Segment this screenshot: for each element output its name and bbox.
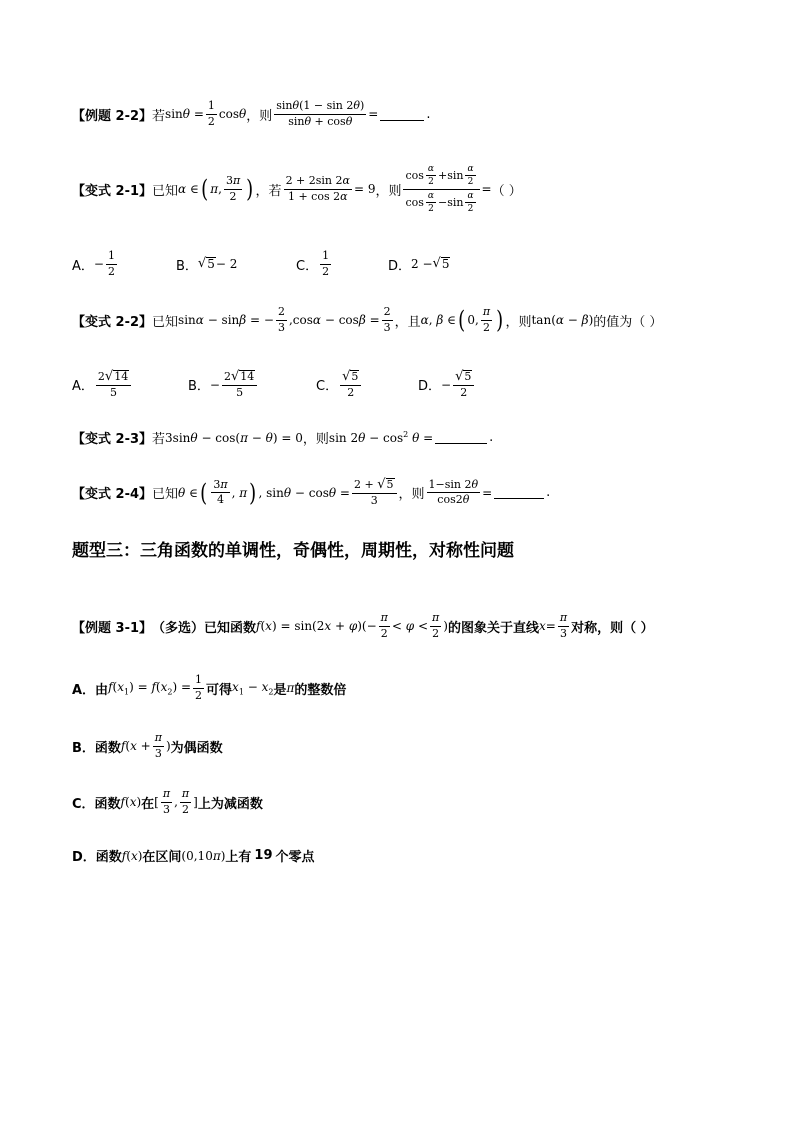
section-heading: 题型三：三角函数的单调性，奇偶性，周期性，对称性问题	[72, 541, 514, 561]
option-a[interactable]: A． − $\frac{1}{2}$	[72, 249, 115, 278]
option-b[interactable]: B．函数 f(x + $\frac{\pi}{3}$ ) 为偶函数	[72, 731, 223, 760]
variant-2-2: 【变式 2-2】 已知 sinα − sinβ = − $\frac{2}{3}$ ,cosα − cosβ = $\frac{2}{3}$ ，且 α, β ∈ ( 0, $\frac{\pi}{2}$ ) ，则 tan(α − β) 的值为（ ）	[72, 305, 663, 335]
option-a[interactable]: A．由 $f(x_1) = f(x_2)$ = $\frac{1}{2}$ 可得 $x_1 - x_2$ 是 π 的整数倍	[72, 673, 347, 702]
answer-blank[interactable]	[494, 486, 544, 499]
example-tag: 【例题 2-2】	[72, 108, 153, 124]
variant-tag: 【变式 2-3】	[72, 432, 153, 447]
example-tag: 【例题 3-1】	[72, 620, 153, 636]
variant-tag: 【变式 2-1】	[72, 183, 153, 199]
option-c[interactable]: C． √ 5 2	[316, 370, 418, 399]
option-d[interactable]: D． 2 − √ 5	[388, 256, 450, 274]
option-b[interactable]: B． √ 5 − 2	[176, 256, 238, 274]
variant-tag: 【变式 2-4】	[72, 487, 153, 503]
variant-2-1: 【变式 2-1】 已知 α ∈ ( π, $\frac{3\pi}{2}$ ) ，若 $\frac{2 + 2\sin 2\alpha}{1 + \cos 2\alpha}$ = 9 ，则 cos $\frac{\alpha}{2}$ +sin $\frac{\alpha}{2}$ cos $\frac{\alpha}{2}$ −sin $\frac{\alpha}{2}$ = （ ）	[72, 164, 522, 215]
option-a[interactable]: A． 2 √ 14 5	[72, 370, 188, 399]
option-b[interactable]: B． − 2 √ 14 5	[188, 370, 316, 399]
option-c[interactable]: C． $\frac{1}{2}$	[296, 249, 330, 278]
variant-2-4: 【变式 2-4】 已知 θ ∈ ( $\frac{3\pi}{4}$ , π ) , sinθ − cosθ = 2 + √ 5 3 ，则 $\frac{1-\sin 2\theta}{\cos 2\theta}$ = .	[72, 477, 551, 507]
answer-blank[interactable]	[435, 431, 487, 444]
option-c[interactable]: C．函数 f(x) 在 [ $\frac{\pi}{3}$ , $\frac{\pi}{2}$ ] 上为减函数	[72, 787, 263, 816]
option-d[interactable]: D．函数 f(x) 在区间 (0,10π) 上有 19 个零点	[72, 848, 315, 865]
variant-2-3: 【变式 2-3】 若 3sinθ − cos(π − θ) = 0 ，则 $\sin 2\theta - \cos^2 \theta$ = .	[72, 430, 494, 447]
variant-2-2-options	[72, 370, 476, 399]
variant-2-1-options	[72, 250, 450, 278]
answer-blank[interactable]	[380, 108, 424, 121]
option-d[interactable]: D． − √ 5 2	[418, 370, 476, 399]
example-2-2: 【例题 2-2】 若 sinθ = $\frac{1}{2}$ cosθ ，则 $\frac{\sin\theta(1 - \sin 2\theta)}{\sin\theta + \cos\theta}$ = .	[72, 99, 431, 128]
example-3-1: 【例题 3-1】 （多选）已知函数 f(x) = sin(2x + φ)(− $\frac{\pi}{2}$ < φ < $\frac{\pi}{2}$ ) 的图象关于直线 x = $\frac{\pi}{3}$ 对称，则（ ）	[72, 611, 654, 640]
variant-tag: 【变式 2-2】	[72, 314, 153, 330]
